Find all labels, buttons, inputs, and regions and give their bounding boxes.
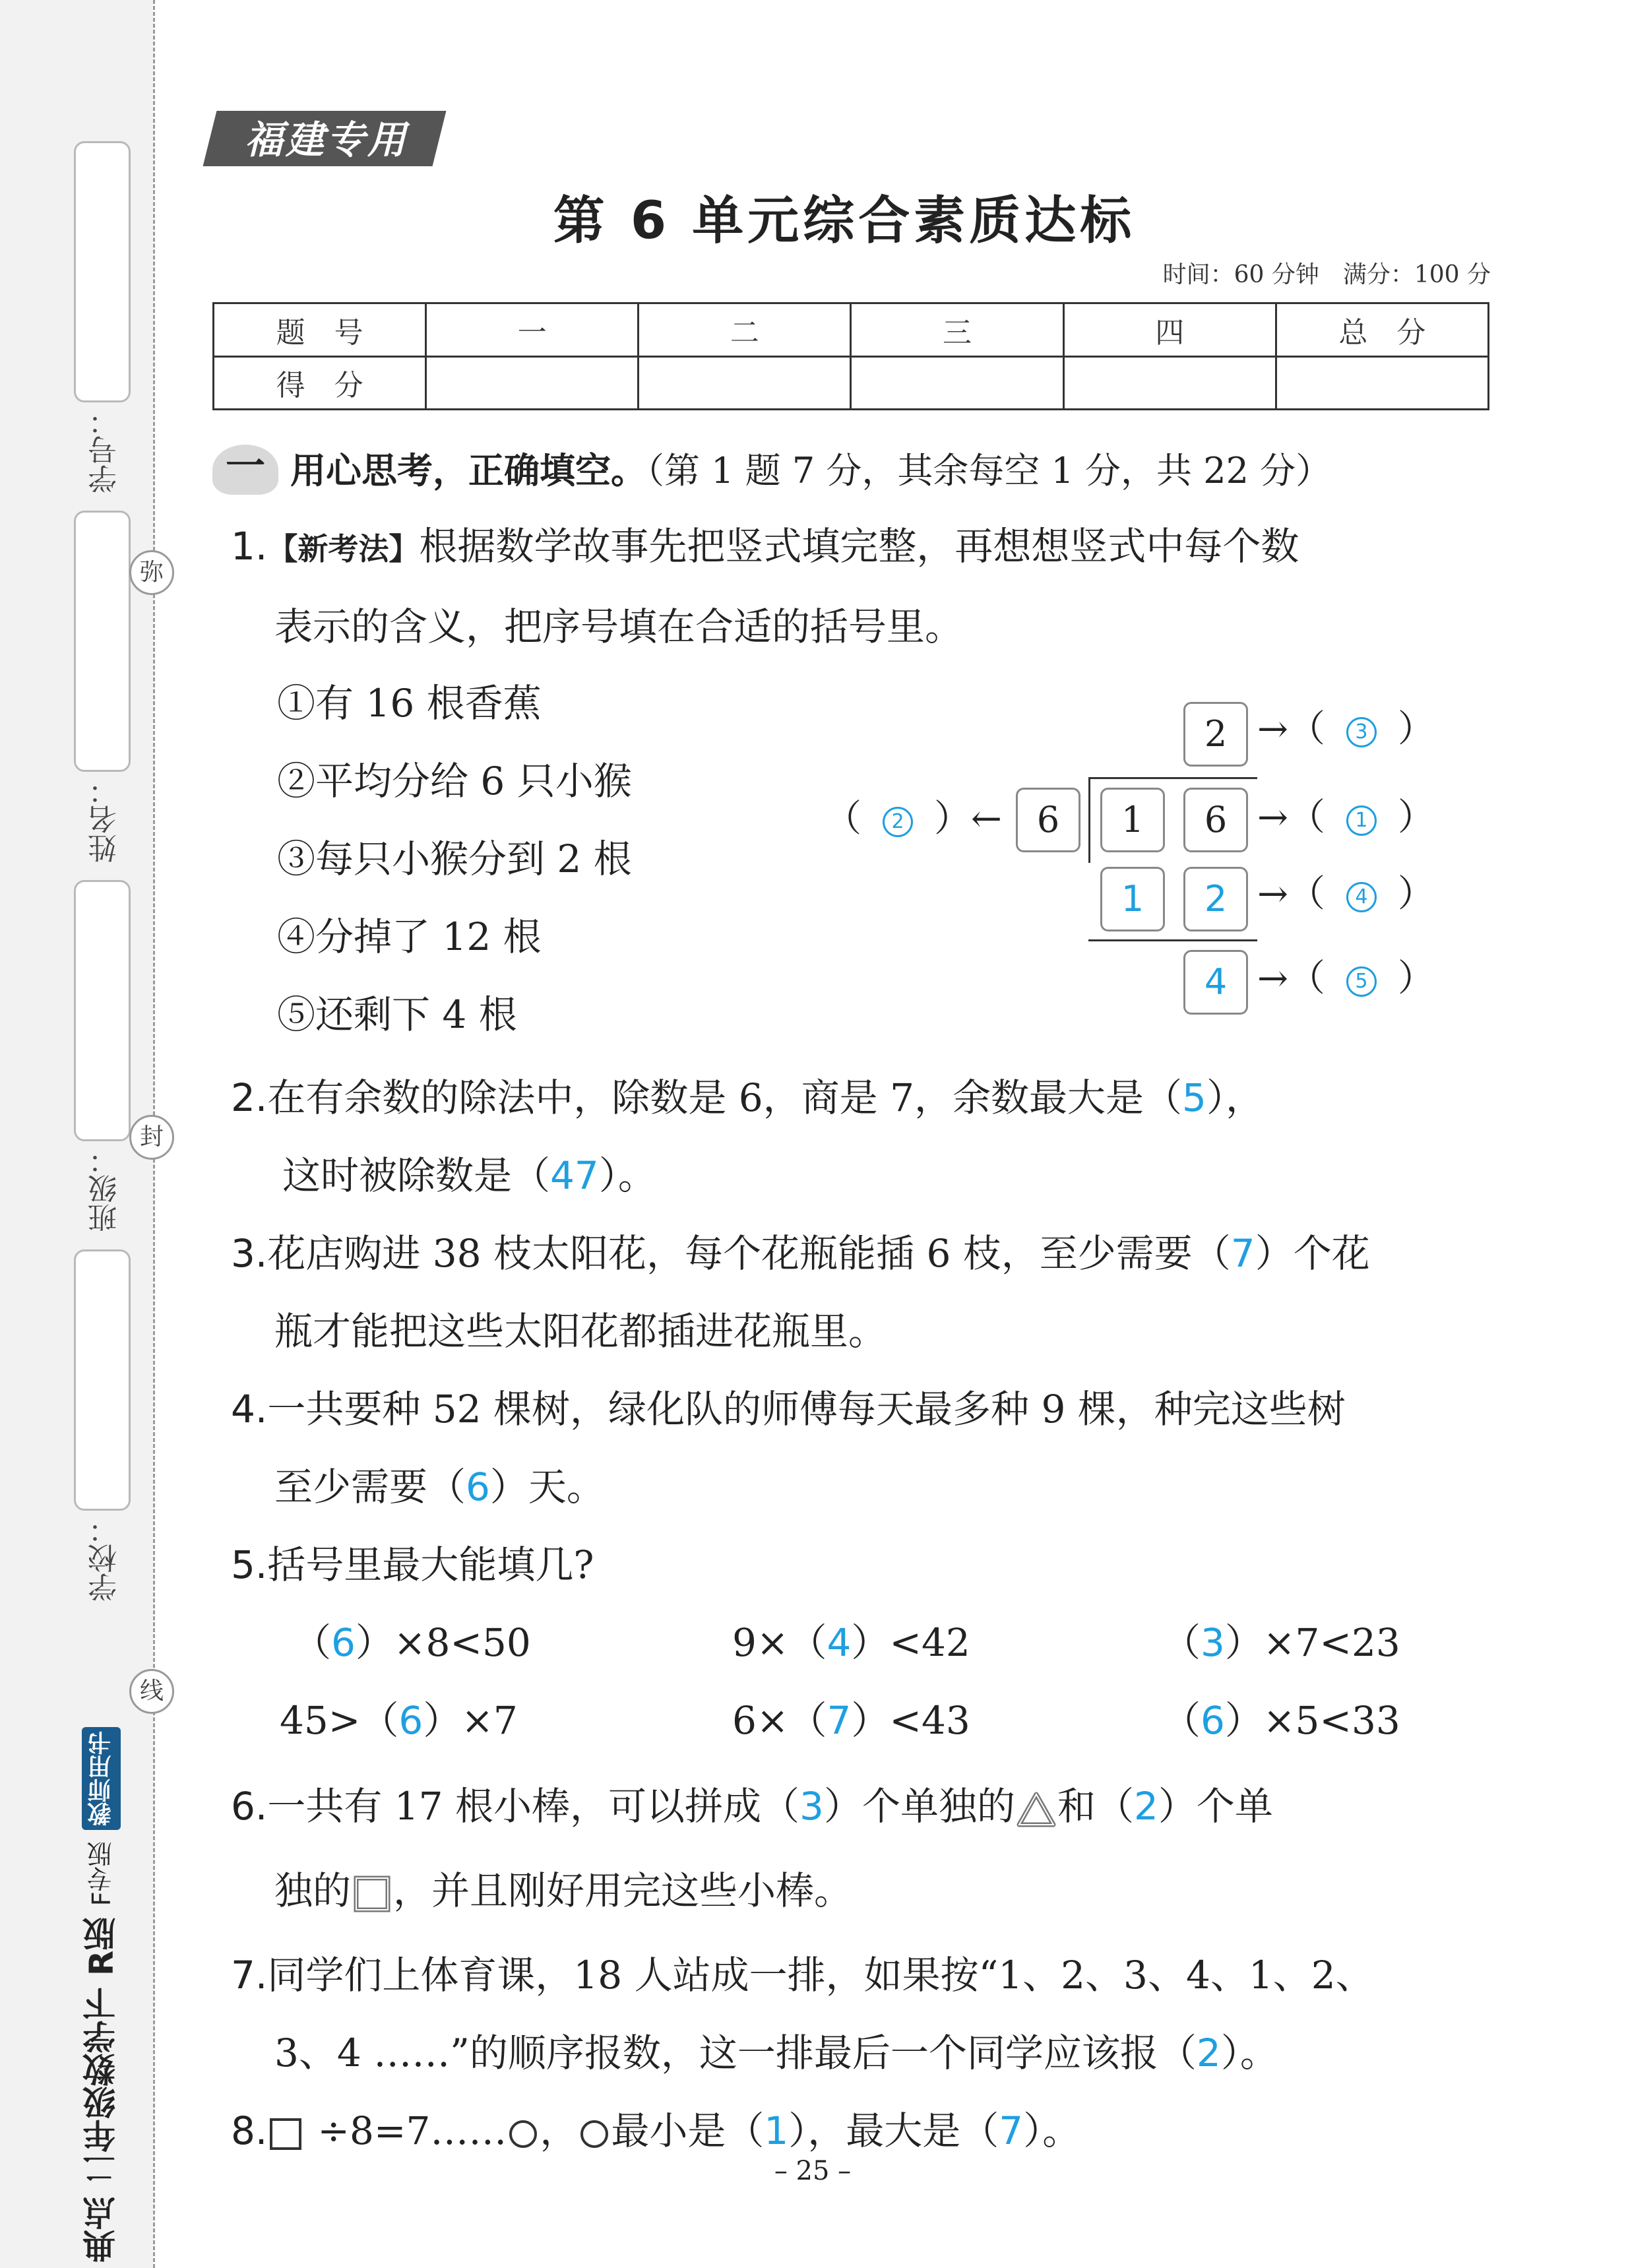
product-tens-box: 1 bbox=[1100, 867, 1165, 931]
score-cell[interactable] bbox=[639, 356, 851, 410]
answer: 7 bbox=[1230, 1231, 1255, 1276]
seal-mark-mi: 弥 bbox=[129, 550, 174, 595]
answer-circle: 2 bbox=[883, 807, 913, 837]
inequality: （6）×8<50 bbox=[293, 1620, 531, 1665]
product-ones-box: 2 bbox=[1183, 867, 1248, 931]
answer: 1 bbox=[764, 2108, 789, 2153]
score-row-label: 得 分 bbox=[214, 356, 426, 410]
section-number: 一 bbox=[226, 443, 265, 489]
brand-logo: 典点 bbox=[82, 2197, 121, 2263]
inequality: 9×（4）<42 bbox=[732, 1620, 970, 1665]
q7-line1: 7.同学们上体育课，18 人站成一排，如果按“1、2、3、4、1、2、 bbox=[231, 1953, 1374, 1998]
question-number: 3. bbox=[231, 1231, 268, 1276]
answer-circle: 5 bbox=[1346, 966, 1377, 997]
book-brand bbox=[78, 1603, 131, 2263]
q2-line1: 2.在有余数的除法中，除数是 6，商是 7，余数最大是（5）， bbox=[231, 1075, 1264, 1120]
q1-option: ①有 16 根香蕉 bbox=[277, 681, 542, 726]
name-box[interactable] bbox=[74, 511, 131, 772]
remainder-box: 4 bbox=[1183, 950, 1248, 1015]
quotient-box: 2 bbox=[1183, 702, 1248, 767]
score-header-cell: 二 bbox=[639, 303, 851, 357]
section-heading bbox=[290, 446, 1478, 496]
teacher-book-tag: 教师用书 bbox=[82, 1727, 121, 1830]
question-number: 7. bbox=[231, 1953, 268, 1998]
divisor-box: 6 bbox=[1016, 788, 1080, 852]
question-number: 5. bbox=[231, 1542, 268, 1587]
exam-meta: 时间：60 分钟 满分：100 分 bbox=[1162, 261, 1491, 288]
score-cell[interactable] bbox=[851, 356, 1063, 410]
inequality: （3）×7<23 bbox=[1162, 1620, 1400, 1665]
q3-line1: 3.花店购进 38 枝太阳花，每个花瓶能插 6 枝，至少需要（7）个花 bbox=[231, 1231, 1370, 1276]
score-cell[interactable] bbox=[426, 356, 639, 410]
q3-line2: 瓶才能把这些太阳花都插进花瓶里。 bbox=[274, 1309, 887, 1354]
score-cell[interactable] bbox=[1063, 356, 1276, 410]
answer: 7 bbox=[827, 1698, 852, 1743]
q1-option: ③每只小猴分到 2 根 bbox=[277, 836, 632, 881]
divisor-answer: （ 2 ）← bbox=[825, 798, 1002, 840]
q4-line2: 至少需要（6）天。 bbox=[274, 1465, 605, 1509]
score-row bbox=[214, 356, 1489, 410]
q2-line2: 这时被除数是（47）。 bbox=[282, 1153, 656, 1198]
inequality: 45>（6）×7 bbox=[280, 1698, 518, 1743]
dividend-tens-box: 1 bbox=[1100, 788, 1165, 852]
question-number: 2. bbox=[231, 1075, 268, 1120]
new-method-tag: 【新考法】 bbox=[267, 531, 420, 567]
product-answer: →（ 4 ） bbox=[1257, 873, 1435, 916]
region-tag: 福建专用 bbox=[244, 117, 408, 162]
square-sticks-icon bbox=[351, 1873, 393, 1915]
q1-option: ④分掉了 12 根 bbox=[277, 914, 542, 959]
name-label: 姓名： bbox=[88, 776, 122, 863]
q5-line: 5.括号里最大能填几? bbox=[231, 1542, 594, 1587]
q1-option: ⑤还剩下 4 根 bbox=[277, 992, 517, 1037]
q6-line1: 6.一共有 17 根小棒，可以拼成（3）个单独的 和（2）个单 bbox=[231, 1784, 1273, 1829]
seal-mark-xian: 线 bbox=[129, 1669, 174, 1714]
q1-line1 bbox=[231, 520, 1497, 575]
answer-circle: 1 bbox=[1346, 805, 1377, 836]
question-number: 8. bbox=[231, 2108, 268, 2153]
score-header-cell: 四 bbox=[1063, 303, 1276, 357]
answer: 7 bbox=[999, 2108, 1024, 2153]
answer: 3 bbox=[1201, 1620, 1225, 1665]
answer: 2 bbox=[1196, 2031, 1221, 2075]
answer: 47 bbox=[550, 1153, 599, 1198]
class-box[interactable] bbox=[74, 880, 131, 1141]
dividend-answer: →（ 1 ） bbox=[1257, 796, 1435, 839]
quotient-answer: →（ 3 ） bbox=[1257, 708, 1435, 751]
q1-text: 根据数学故事先把竖式填完整，再想想竖式中每个数 bbox=[419, 524, 1299, 569]
brand-text: 二年级数学下 R版 bbox=[82, 1917, 121, 2186]
remainder-answer: →（ 5 ） bbox=[1257, 957, 1435, 1000]
q8-line: 8. ÷8=7…… ， 最小是（1），最大是（7）。 bbox=[231, 2108, 1081, 2153]
answer-circle: 4 bbox=[1346, 882, 1377, 912]
blank-circle-icon bbox=[507, 2118, 540, 2151]
inequality: 6×（7）<43 bbox=[732, 1698, 970, 1743]
q4-line1: 4.一共要种 52 棵树，绿化队的师傅每天最多种 9 棵，种完这些树 bbox=[231, 1387, 1346, 1432]
score-header-cell: 总 分 bbox=[1276, 303, 1488, 357]
subtraction-line bbox=[1088, 939, 1257, 941]
blank-square-icon bbox=[267, 2116, 304, 2153]
class-label: 班级： bbox=[88, 1145, 122, 1232]
question-number: 1. bbox=[231, 524, 268, 569]
blank-circle-icon bbox=[578, 2118, 611, 2151]
student-id-label: 学号： bbox=[88, 406, 122, 493]
q6-line2: 独的 ，并且刚好用完这些小棒。 bbox=[274, 1864, 1541, 1917]
question-number: 6. bbox=[231, 1784, 268, 1829]
brand-edition: F专版 bbox=[87, 1841, 116, 1906]
score-header-cell: 一 bbox=[426, 303, 639, 357]
answer: 6 bbox=[331, 1620, 356, 1665]
question-number: 4. bbox=[231, 1387, 268, 1432]
seal-mark-feng: 封 bbox=[129, 1115, 174, 1160]
section-title: 用心思考，正确填空。 bbox=[290, 450, 646, 491]
q1-option: ②平均分给 6 只小猴 bbox=[277, 759, 632, 803]
answer-circle: 3 bbox=[1346, 717, 1377, 747]
student-id-box[interactable] bbox=[74, 141, 131, 402]
triangle-sticks-icon bbox=[1015, 1790, 1057, 1829]
section-note: （第 1 题 7 分，其余每空 1 分，共 22 分） bbox=[646, 450, 1332, 491]
answer: 5 bbox=[1182, 1075, 1206, 1120]
school-label: 学校： bbox=[88, 1515, 122, 1602]
division-bracket-top bbox=[1088, 777, 1257, 779]
answer: 4 bbox=[827, 1620, 852, 1665]
score-header-cell: 三 bbox=[851, 303, 1063, 357]
inequality: （6）×5<33 bbox=[1162, 1698, 1400, 1743]
division-bracket-side bbox=[1088, 777, 1090, 863]
answer: 3 bbox=[799, 1784, 824, 1829]
page-number: – 25 – bbox=[774, 2156, 852, 2186]
answer: 2 bbox=[1133, 1784, 1158, 1829]
answer: 6 bbox=[466, 1465, 490, 1509]
score-table bbox=[212, 302, 1489, 410]
score-header-row bbox=[214, 303, 1489, 357]
q1-line2: 表示的含义，把序号填在合适的括号里。 bbox=[274, 604, 964, 649]
score-header-cell: 题 号 bbox=[214, 303, 426, 357]
answer: 6 bbox=[1201, 1698, 1225, 1743]
answer: 6 bbox=[398, 1698, 423, 1743]
dividend-ones-box: 6 bbox=[1183, 788, 1248, 852]
score-cell[interactable] bbox=[1276, 356, 1488, 410]
school-box[interactable] bbox=[74, 1249, 131, 1511]
q7-line2: 3、4 ……”的顺序报数，这一排最后一个同学应该报（2）。 bbox=[274, 2031, 1278, 2075]
page-title: 第 6 单元综合素质达标 bbox=[553, 191, 1136, 251]
